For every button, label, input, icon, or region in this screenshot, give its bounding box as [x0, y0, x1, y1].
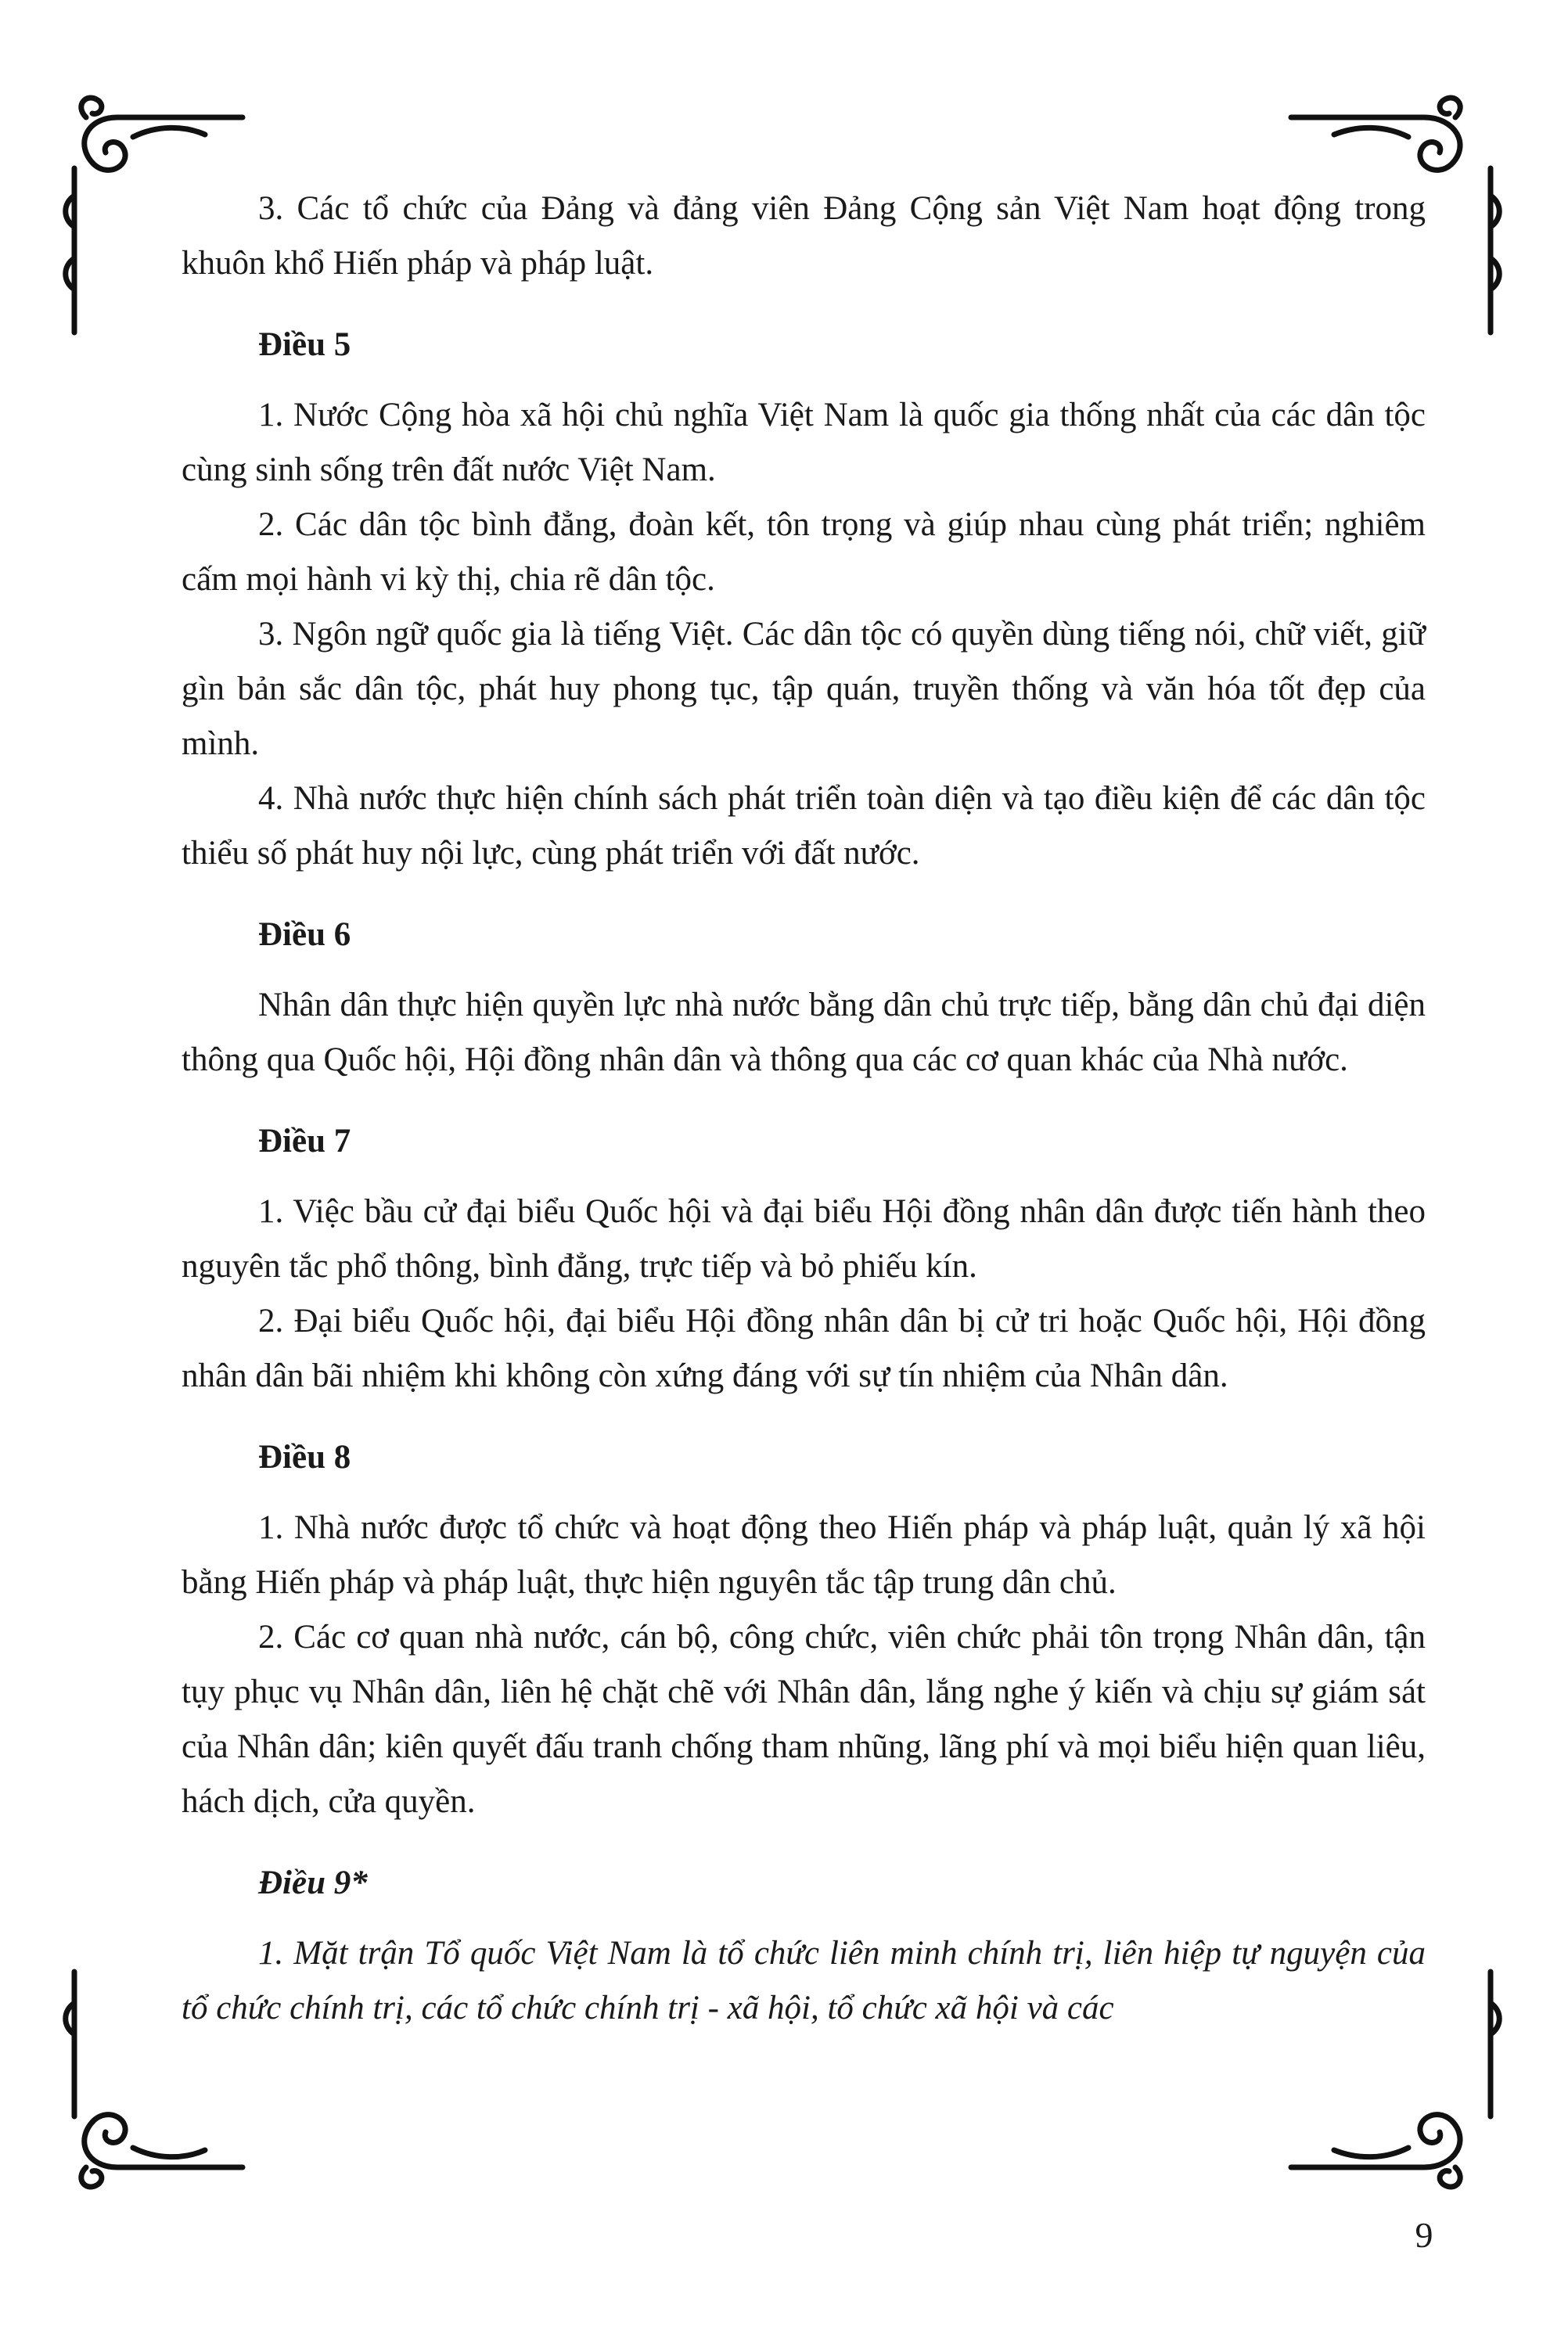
article-5-paragraph-1: 1. Nước Cộng hòa xã hội chủ nghĩa Việt Nam là quốc gia thống nhất của các dân tộc cùng sinh sống trên đất nước Việt Nam.	[182, 397, 1426, 488]
intro-paragraph: 3. Các tổ chức của Đảng và đảng viên Đảng Cộng sản Việt Nam hoạt động trong khuôn khổ Hiến pháp và pháp luật.	[182, 190, 1426, 282]
article-8-paragraph-1: 1. Nhà nước được tổ chức và hoạt động theo Hiến pháp và pháp luật, quản lý xã hội bằng Hiến pháp và pháp luật, thực hiện nguyên tắc tập trung dân chủ.	[182, 1509, 1426, 1601]
article-5-paragraph-4: 4. Nhà nước thực hiện chính sách phát triển toàn diện và tạo điều kiện để các dân tộc thiểu số phát huy nội lực, cùng phát triển với đất nước.	[182, 780, 1426, 872]
article-heading-6: Điều 6	[258, 916, 351, 953]
article-heading-5: Điều 5	[258, 326, 351, 363]
document-body	[182, 182, 1426, 2036]
article-9-body	[182, 1926, 1426, 2036]
article-5-paragraph-2: 2. Các dân tộc bình đẳng, đoàn kết, tôn trọng và giúp nhau cùng phát triển; nghiêm cấm mọi hành vi kỳ thị, chia rẽ dân tộc.	[182, 506, 1426, 598]
article-heading-8: Điều 8	[258, 1439, 351, 1476]
article-9-paragraph-1: 1. Mặt trận Tổ quốc Việt Nam là tổ chức liên minh chính trị, liên hiệp tự nguyện của tổ chức chính trị, các tổ chức chính trị - xã hội, tổ chức xã hội và các	[182, 1935, 1426, 2026]
article-heading-7: Điều 7	[258, 1123, 351, 1160]
page-number: 9	[1415, 2215, 1433, 2255]
article-8-paragraph-2: 2. Các cơ quan nhà nước, cán bộ, công chức, viên chức phải tôn trọng Nhân dân, tận tụy phục vụ Nhân dân, liên hệ chặt chẽ với Nhân dân, lắng nghe ý kiến và chịu sự giám sát của Nhân dân; kiên quyết đấu tranh chống tham nhũng, lãng phí và mọi biểu hiện quan liêu, hách dịch, cửa quyền.	[182, 1619, 1426, 1820]
article-heading-9: Điều 9*	[258, 1865, 368, 1901]
article-5-paragraph-3: 3. Ngôn ngữ quốc gia là tiếng Việt. Các dân tộc có quyền dùng tiếng nói, chữ viết, giữ gìn bản sắc dân tộc, phát huy phong tục, tập quán, truyền thống và văn hóa tốt đẹp của mình.	[182, 616, 1426, 762]
article-7-paragraph-1: 1. Việc bầu cử đại biểu Quốc hội và đại biểu Hội đồng nhân dân được tiến hành theo nguyên tắc phổ thông, bình đẳng, trực tiếp và bỏ phiếu kín.	[182, 1193, 1426, 1285]
article-7-paragraph-2: 2. Đại biểu Quốc hội, đại biểu Hội đồng nhân dân bị cử tri hoặc Quốc hội, Hội đồng nhân dân bãi nhiệm khi không còn xứng đáng với sự tín nhiệm của Nhân dân.	[182, 1303, 1426, 1394]
article-6-paragraph-1: Nhân dân thực hiện quyền lực nhà nước bằng dân chủ trực tiếp, bằng dân chủ đại diện thông qua Quốc hội, Hội đồng nhân dân và thông qua các cơ quan khác của Nhà nước.	[182, 987, 1426, 1078]
